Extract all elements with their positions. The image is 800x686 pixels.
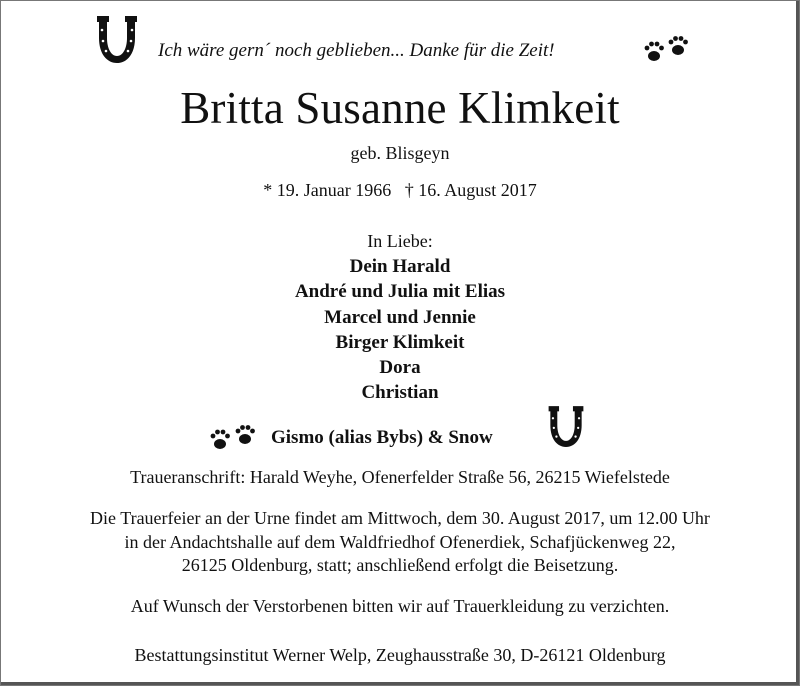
family-member: Birger Klimkeit [335,331,465,353]
in-love-label: In Liebe: [367,231,433,251]
deceased-name: Britta Susanne Klimkeit [180,83,620,133]
pets-names: Gismo (alias Bybs) & Snow [271,427,493,448]
horseshoe-icon [546,404,586,450]
motto: Ich wäre gern´ noch geblieben... Danke für die Zeit! [158,40,555,61]
dress-code-wish: Auf Wunsch der Verstorbenen bitten wir auf Trauerkleidung zu verzichten. [130,596,670,616]
paw-prints-icon [208,424,260,452]
ceremony-line: Die Trauerfeier an der Urne findet am Mittwoch, dem 30. August 2017, um 12.00 Uhr [90,508,710,528]
paw-prints-icon [642,36,692,66]
family-member: Dora [379,357,421,379]
family-member: Christian [361,382,439,404]
family-list [0,254,800,406]
family-member: Marcel und Jennie [324,306,476,328]
horseshoe-icon [94,14,140,66]
life-dates: * 19. Januar 1966 † 16. August 2017 [263,180,537,200]
ceremony-line: in der Andachtshalle auf dem Waldfriedhof Ofenerdiek, Schafjückenweg 22, [124,531,676,552]
ceremony-line: 26125 Oldenburg, statt; anschließend erfolgt die Beisetzung. [181,555,619,575]
mourning-address: Traueranschrift: Harald Weyhe, Ofenerfelder Straße 56, 26215 Wiefelstede [130,467,670,487]
funeral-home: Bestattungsinstitut Werner Welp, Zeughausstraße 30, D-26121 Oldenburg [134,645,666,665]
pets-line [208,424,608,464]
birth-name: geb. Blisgeyn [350,143,450,163]
family-member: André und Julia mit Elias [294,281,506,303]
family-member: Dein Harald [349,256,451,277]
ceremony-info [0,507,800,578]
